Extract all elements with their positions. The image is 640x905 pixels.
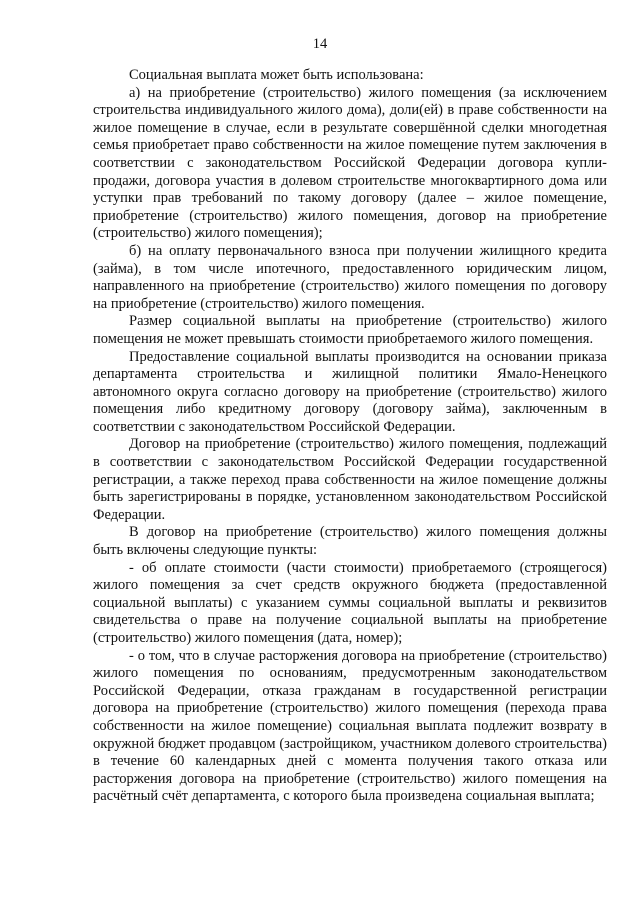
- paragraph-clause-refund: - о том, что в случае расторжения договора на приобретение (строительство) жилого помещения по основаниям, предусмотренным законодательством Российской Федерации, отказа гражданам в государственной регистрации договора на приобретение (строительство) жилого помещения (перехода права собственности на жилое помещение) социальная выплата подлежит возврату в окружной бюджет продавцом (застройщиком, участником долевого строительства) в течение 60 календарных дней с момента получения такого отказа или расторжения договора на приобретение (строительство) жилого помещения на расчётный счёт департамента, с которого была произведена социальная выплата;: [93, 647, 607, 805]
- paragraph-contract-registration: Договор на приобретение (строительство) жилого помещения, подлежащий в соответствии с законодательством Российской Федерации государственной регистрации, а также переход права собственности на жилое помещение должны быть зарегистрированы в порядке, установленном законодательством Российской Федерации.: [93, 436, 607, 523]
- paragraph-contract-clauses: В договор на приобретение (строительство) жилого помещения должны быть включены следующие пункты:: [93, 524, 607, 559]
- paragraph-payment-size: Размер социальной выплаты на приобретение (строительство) жилого помещения не может превышать стоимости приобретаемого жилого помещения.: [93, 313, 607, 347]
- paragraph-item-b: б) на оплату первоначального взноса при получении жилищного кредита (займа), в том числе ипотечного, предоставленного юридическим лицом, направленного на приобретение (строительство) жилого помещения по договору на приобретение (строительство) жилого помещения.: [93, 242, 607, 312]
- paragraph-payment-basis: Предоставление социальной выплаты производится на основании приказа департамента строительства и жилищной политики Ямало-Ненецкого автономного округа согласно договору на приобретение (строительство) жилого помещения либо кредитному договору (договору займа), заключенным в соответствии с законодательством Российской Федерации.: [93, 348, 607, 435]
- paragraph-clause-payment: - об оплате стоимости (части стоимости) приобретаемого (строящегося) жилого помещения за счет средств окружного бюджета (предоставленной социальной выплаты) с указанием суммы социальной выплаты и реквизитов свидетельства о праве на получение социальной выплаты на приобретение (строительство) жилого помещения (дата, номер);: [93, 559, 607, 646]
- paragraph-item-a: а) на приобретение (строительство) жилого помещения (за исключением строительства индивидуального жилого дома), доли(ей) в праве собственности на жилое помещение в случае, если в результате совершённой сделки многодетная семья приобретает право собственности на жилое помещение путем заключения в соответствии с законодательством Российской Федерации договора купли-продажи, договора участия в долевом строительстве многоквартирного дома или уступки прав требований по такому договору (далее – жилое помещение, приобретение (строительство) жилого помещения, договор на приобретение (строительство) жилого помещения);: [93, 84, 607, 242]
- document-body: [93, 67, 607, 806]
- paragraph-intro: Социальная выплата может быть использована:: [129, 67, 424, 83]
- page-number: 14: [312, 36, 328, 52]
